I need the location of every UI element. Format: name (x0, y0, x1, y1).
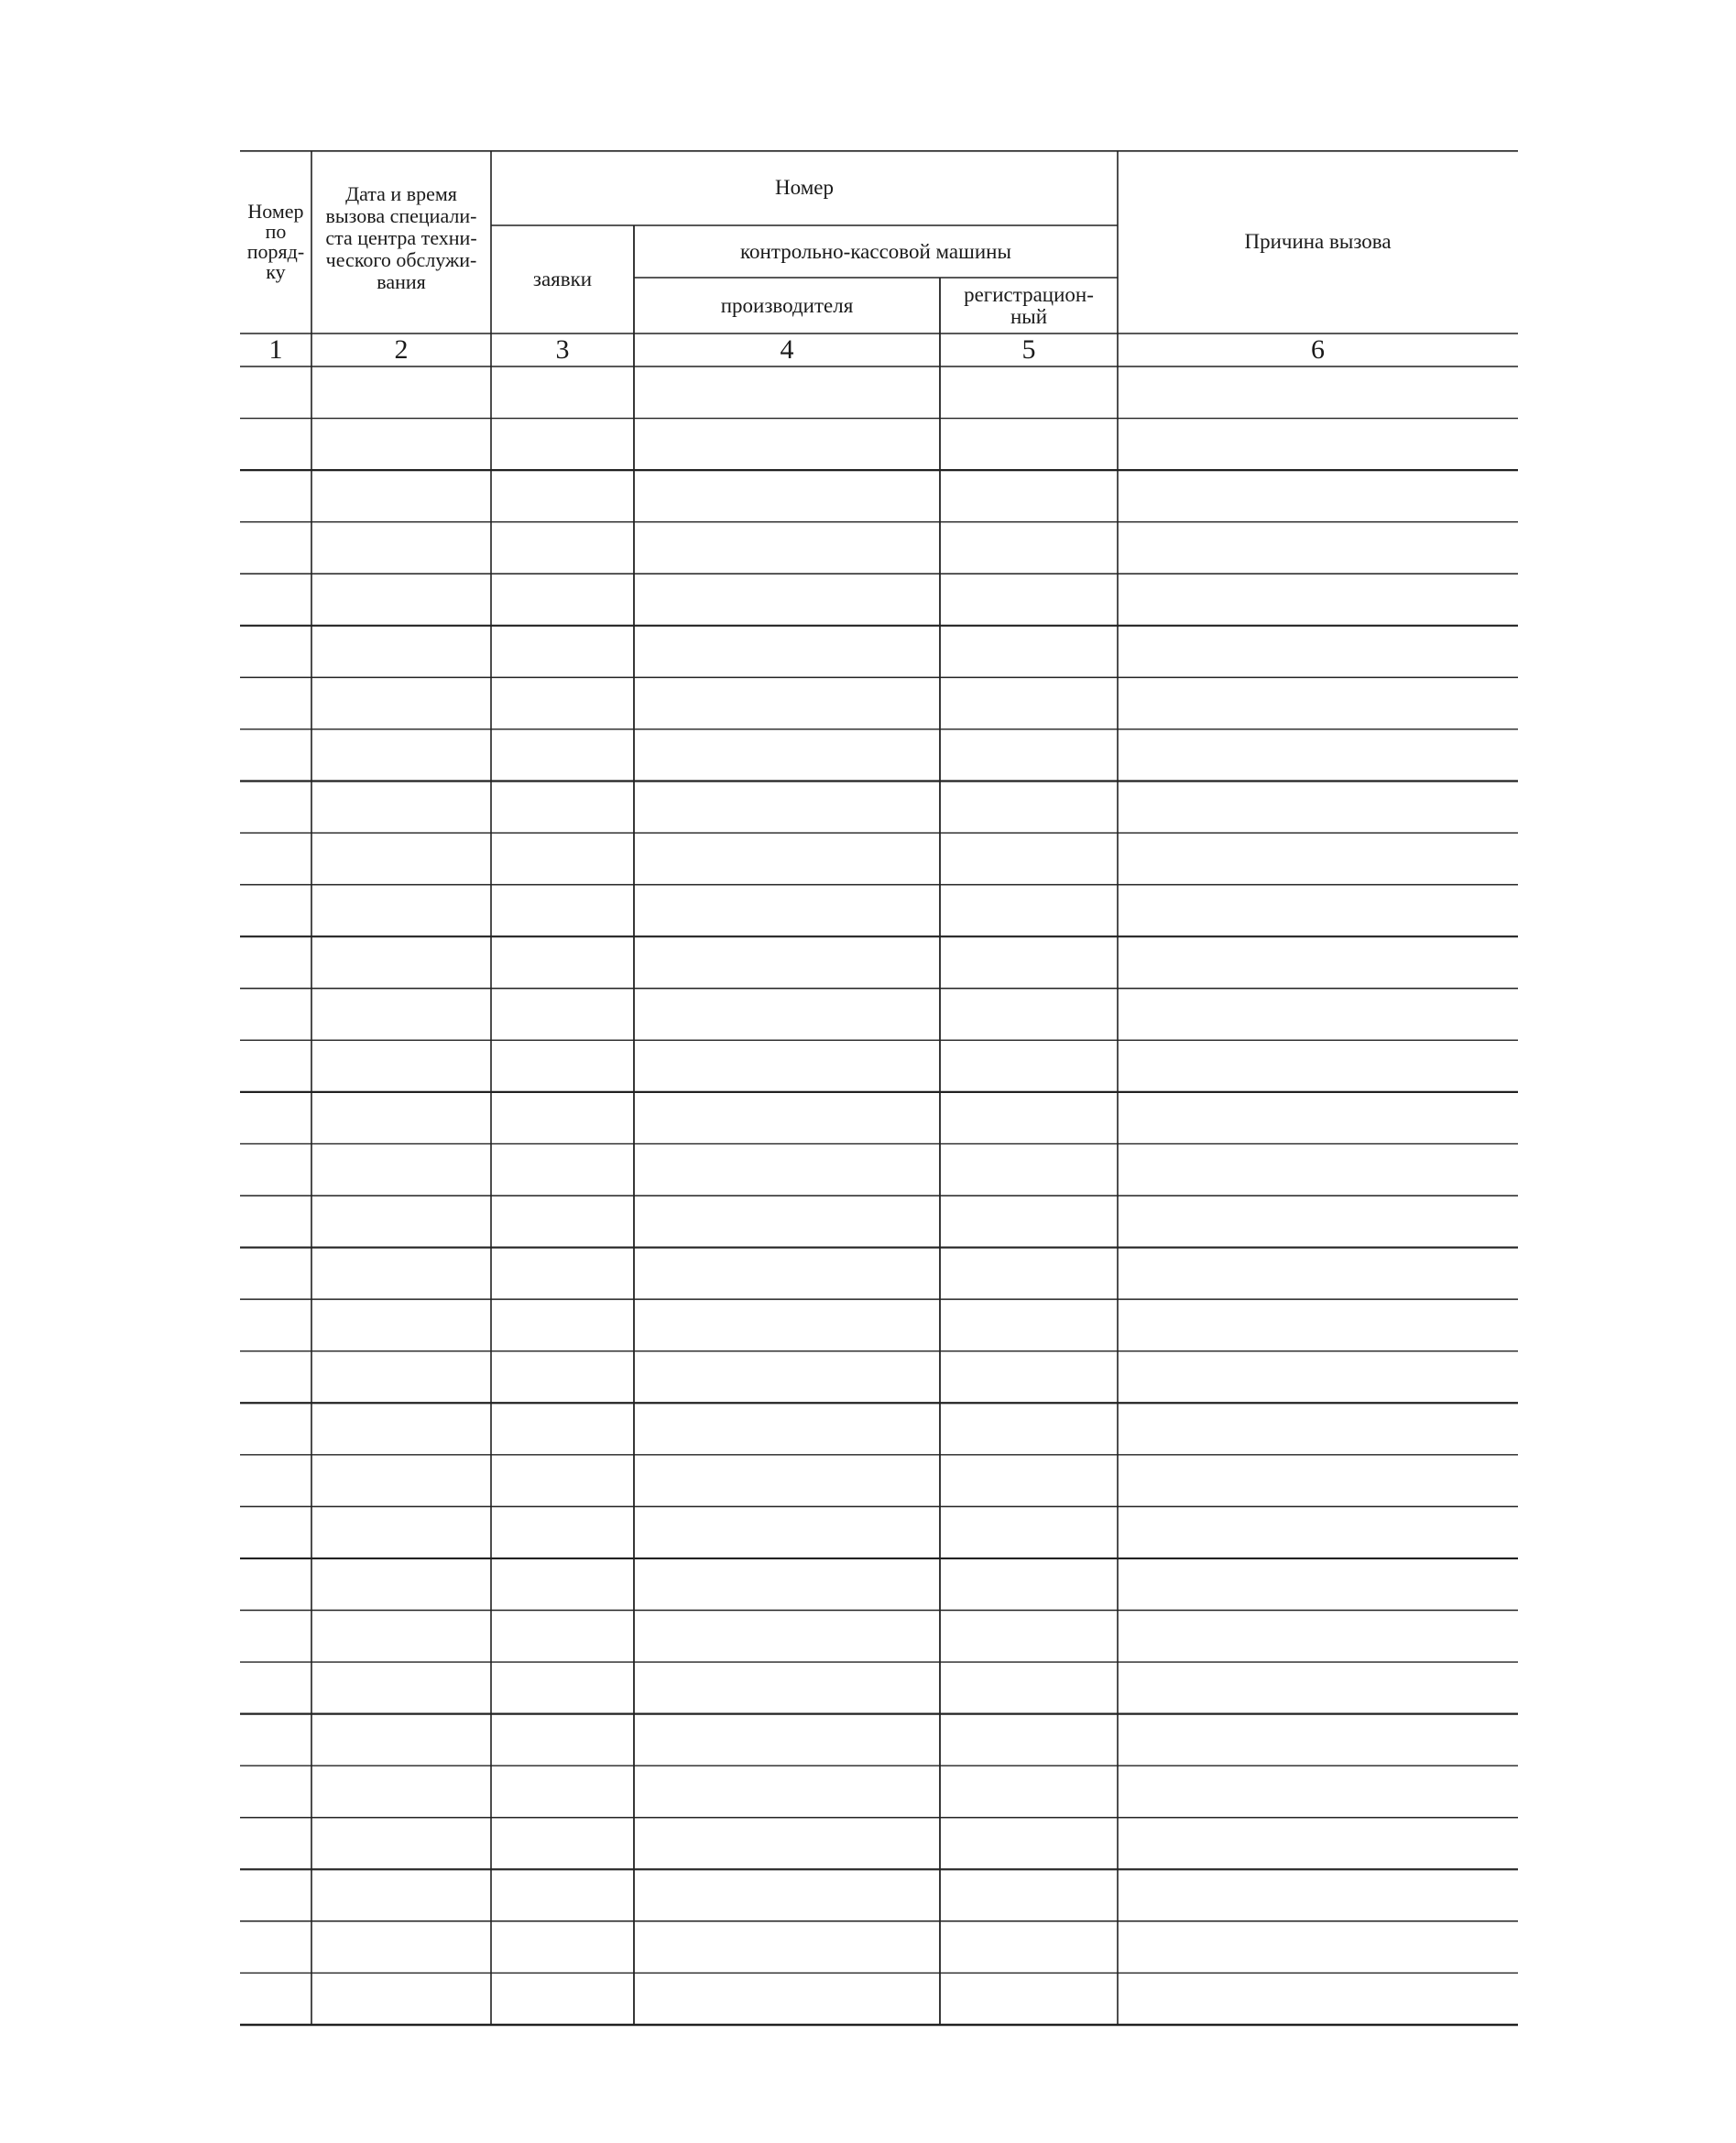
table-cell (634, 1662, 940, 1714)
table-cell (634, 366, 940, 419)
header-request: заявки (532, 268, 593, 290)
table-cell (1118, 677, 1518, 729)
table-cell (1118, 1196, 1518, 1248)
table-cell (491, 522, 634, 574)
table-cell (940, 470, 1118, 522)
table-cell (940, 1818, 1118, 1870)
table-cell (240, 1092, 311, 1144)
table-cell (491, 626, 634, 678)
table-cell (491, 936, 634, 989)
table-cell (634, 1351, 940, 1404)
table-cell (311, 1558, 491, 1611)
table-cell (634, 1818, 940, 1870)
header-kkm-group: контрольно-кассовой машины (740, 239, 1011, 263)
table-cell (1118, 419, 1518, 471)
table-cell (634, 470, 940, 522)
table-cell (491, 1558, 634, 1611)
table-cell (634, 419, 940, 471)
table-cell (1118, 366, 1518, 419)
table-cell (491, 1869, 634, 1921)
table-cell (491, 1196, 634, 1248)
table-cell (940, 936, 1118, 989)
table-cell (634, 833, 940, 885)
table-cell (1118, 1766, 1518, 1818)
table-cell (634, 1714, 940, 1766)
table-cell (940, 677, 1118, 729)
table-cell (491, 1143, 634, 1196)
table-cell (1118, 574, 1518, 626)
table-cell (940, 1662, 1118, 1714)
table-cell (311, 1662, 491, 1714)
table-cell (240, 366, 311, 419)
table-cell (240, 677, 311, 729)
table-cell (1118, 1558, 1518, 1611)
column-number-4: 4 (780, 334, 794, 365)
table-cell (311, 1403, 491, 1455)
table-cell (240, 1403, 311, 1455)
table-cell (311, 1714, 491, 1766)
table-cell (311, 626, 491, 678)
table-cell (311, 574, 491, 626)
table-cell (491, 989, 634, 1041)
table-cell (240, 833, 311, 885)
table-cell (940, 885, 1118, 937)
table-cell (240, 936, 311, 989)
table-cell (634, 1766, 940, 1818)
table-cell (940, 1506, 1118, 1558)
table-cell (311, 366, 491, 419)
table-cell (1118, 885, 1518, 937)
table-cell (240, 1611, 311, 1663)
table-cell (311, 419, 491, 471)
table-cell (1118, 522, 1518, 574)
table-cell (634, 1143, 940, 1196)
table-cell (940, 1040, 1118, 1092)
table-cell (311, 1299, 491, 1351)
table-cell (311, 782, 491, 834)
table-cell (634, 1869, 940, 1921)
table-cell (634, 989, 940, 1041)
table-cell (491, 470, 634, 522)
table-cell (491, 885, 634, 937)
column-number-2: 2 (394, 334, 409, 365)
table-cell (240, 1248, 311, 1300)
journal-form-table (240, 150, 1518, 2036)
table-cell (634, 1040, 940, 1092)
table-cell (634, 1092, 940, 1144)
column-number-6: 6 (1311, 334, 1325, 365)
table-cell (491, 1921, 634, 1974)
table-cell (1118, 1714, 1518, 1766)
table-cell (634, 936, 940, 989)
table-cell (311, 470, 491, 522)
table-cell (1118, 1299, 1518, 1351)
table-cell (491, 782, 634, 834)
table-cell (1118, 1869, 1518, 1921)
table-cell (940, 1196, 1118, 1248)
table-cell (940, 1403, 1118, 1455)
table-cell (491, 366, 634, 419)
table-cell (240, 1714, 311, 1766)
table-cell (1118, 989, 1518, 1041)
table-cell (1118, 1092, 1518, 1144)
table-cell (311, 729, 491, 782)
table-cell (311, 1248, 491, 1300)
table-cell (491, 677, 634, 729)
table-cell (1118, 1248, 1518, 1300)
table-cell (491, 1351, 634, 1404)
table-cell (491, 729, 634, 782)
table-cell (491, 1714, 634, 1766)
table-cell (491, 1299, 634, 1351)
table-cell (491, 833, 634, 885)
table-cell (240, 1869, 311, 1921)
table-cell (940, 1351, 1118, 1404)
table-cell (491, 1973, 634, 2025)
table-cell (1118, 1506, 1518, 1558)
header-datetime: Дата и время вызова специали- ста центра техни- ческого обслужи- вания (325, 182, 477, 293)
table-cell (940, 1766, 1118, 1818)
table-cell (491, 1611, 634, 1663)
table-cell (634, 1611, 940, 1663)
table-cell (940, 366, 1118, 419)
table-cell (491, 1766, 634, 1818)
table-cell (491, 1818, 634, 1870)
header-order-number: Номер по поряд- ку (246, 200, 305, 283)
table-cell (1118, 1611, 1518, 1663)
table-cell (240, 989, 311, 1041)
table-cell (940, 626, 1118, 678)
table-cell (940, 1248, 1118, 1300)
table-cell (940, 989, 1118, 1041)
column-number-5: 5 (1021, 334, 1036, 365)
table-cell (311, 1143, 491, 1196)
table-cell (940, 1611, 1118, 1663)
table-cell (240, 1196, 311, 1248)
table-cell (311, 1921, 491, 1974)
table-cell (240, 1921, 311, 1974)
table-cell (240, 574, 311, 626)
table-cell (311, 885, 491, 937)
table-cell (240, 1351, 311, 1404)
table-cell (311, 1351, 491, 1404)
table-cell (240, 419, 311, 471)
table-cell (491, 1403, 634, 1455)
table-cell (634, 1973, 940, 2025)
table-cell (1118, 1818, 1518, 1870)
table-cell (311, 989, 491, 1041)
table-cell (311, 1973, 491, 2025)
table-cell (311, 833, 491, 885)
column-number-3: 3 (555, 334, 570, 365)
table-cell (634, 885, 940, 937)
table-cell (491, 1040, 634, 1092)
table-cell (940, 782, 1118, 834)
header-manufacturer: производителя (720, 293, 854, 317)
table-cell (311, 1455, 491, 1507)
table-cell (940, 729, 1118, 782)
table-cell (940, 1869, 1118, 1921)
table-cell (240, 522, 311, 574)
table-cell (1118, 729, 1518, 782)
table-cell (491, 574, 634, 626)
table-cell (1118, 1921, 1518, 1974)
table-cell (1118, 936, 1518, 989)
table-cell (1118, 1973, 1518, 2025)
table-cell (940, 1299, 1118, 1351)
table-cell (311, 1818, 491, 1870)
table-cell (940, 574, 1118, 626)
table-cell (311, 1092, 491, 1144)
table-cell (240, 1455, 311, 1507)
table-cell (1118, 1143, 1518, 1196)
table-cell (311, 1506, 491, 1558)
table-cell (634, 1921, 940, 1974)
table-cell (311, 677, 491, 729)
table-cell (634, 522, 940, 574)
table-cell (634, 626, 940, 678)
table-cell (940, 1558, 1118, 1611)
table-cell (634, 1299, 940, 1351)
table-cell (634, 729, 940, 782)
table-cell (1118, 626, 1518, 678)
table-cell (311, 1766, 491, 1818)
table-cell (240, 1662, 311, 1714)
table-cell (1118, 1040, 1518, 1092)
table-cell (240, 1506, 311, 1558)
table-cell (1118, 1455, 1518, 1507)
table-cell (940, 522, 1118, 574)
table-cell (1118, 1403, 1518, 1455)
table-cell (940, 1921, 1118, 1974)
table-cell (240, 885, 311, 937)
table-cell (491, 1092, 634, 1144)
table-cell (634, 1558, 940, 1611)
table-cell (311, 1611, 491, 1663)
table-cell (240, 729, 311, 782)
table-cell (634, 1455, 940, 1507)
table-cell (311, 1869, 491, 1921)
table-cell (634, 782, 940, 834)
table-cell (240, 1766, 311, 1818)
table-cell (940, 1455, 1118, 1507)
table-cell (491, 1662, 634, 1714)
table-cell (311, 936, 491, 989)
table-cell (240, 1973, 311, 2025)
table-cell (634, 574, 940, 626)
table-cell (1118, 833, 1518, 885)
table-cell (311, 1040, 491, 1092)
table-cell (1118, 1662, 1518, 1714)
table-cell (1118, 782, 1518, 834)
table-cell (311, 522, 491, 574)
table-cell (240, 1818, 311, 1870)
table-cell (240, 1040, 311, 1092)
table-cell (491, 419, 634, 471)
header-number-group: Номер (775, 176, 834, 199)
table-cell (240, 1143, 311, 1196)
table-cell (940, 1092, 1118, 1144)
table-cell (634, 1248, 940, 1300)
column-number-1: 1 (268, 334, 283, 365)
table-cell (1118, 1351, 1518, 1404)
table-cell (940, 1143, 1118, 1196)
table-cell (940, 1973, 1118, 2025)
table-cell (491, 1248, 634, 1300)
table-cell (240, 470, 311, 522)
table-cell (940, 833, 1118, 885)
table-cell (491, 1455, 634, 1507)
table-cell (634, 1506, 940, 1558)
table-cell (1118, 470, 1518, 522)
table-cell (634, 1196, 940, 1248)
table-cell (940, 1714, 1118, 1766)
table-cell (240, 1558, 311, 1611)
table-cell (491, 1506, 634, 1558)
header-registration: регистрацион- ный (964, 282, 1094, 328)
table-cell (311, 1196, 491, 1248)
table-cell (240, 782, 311, 834)
table-cell (240, 626, 311, 678)
header-reason: Причина вызова (1244, 230, 1392, 253)
table-cell (940, 419, 1118, 471)
table-cell (634, 677, 940, 729)
table-cell (634, 1403, 940, 1455)
table-cell (240, 1299, 311, 1351)
